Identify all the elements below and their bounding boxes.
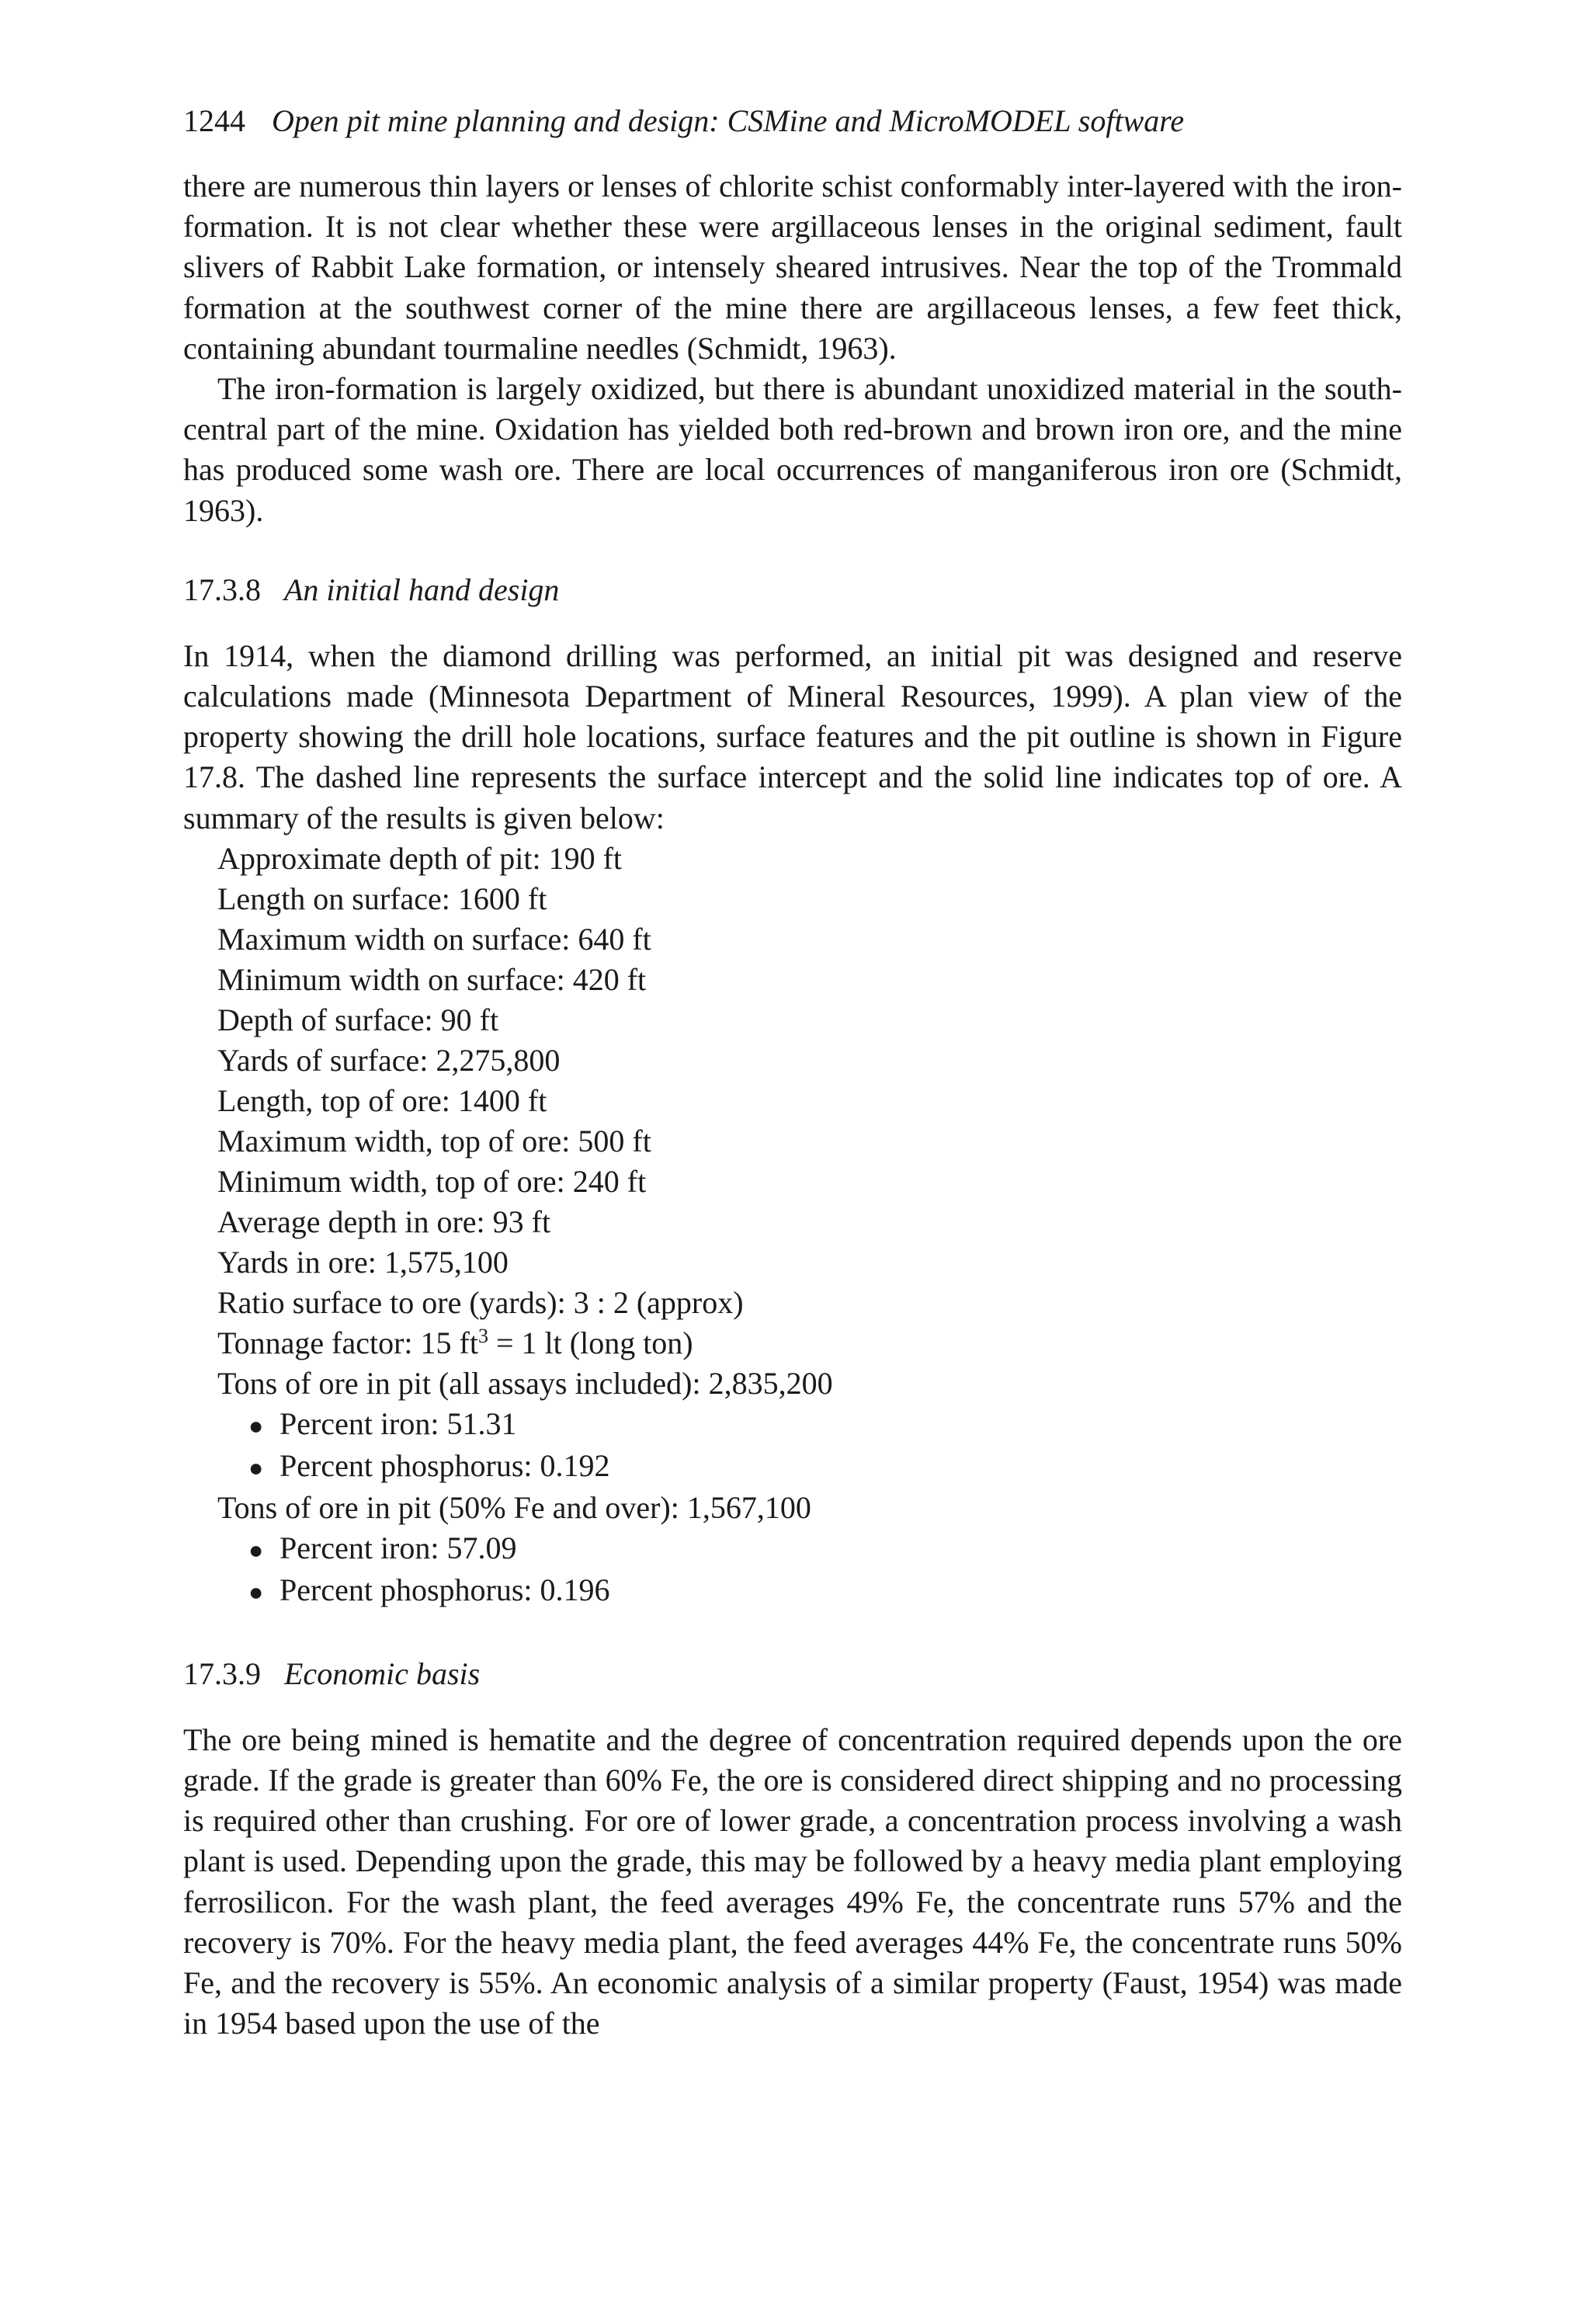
bullet-item — [248, 1446, 1402, 1488]
summary-item: Length on surface: 1600 ft — [217, 881, 547, 916]
summary-item: Average depth in ore: 93 ft — [217, 1204, 551, 1239]
tonnage-suffix: = 1 lt (long ton) — [488, 1325, 693, 1360]
section-heading-17-3-9 — [183, 1654, 1402, 1694]
bullet-icon: ● — [248, 1535, 264, 1564]
summary-item: Depth of surface: 90 ft — [217, 1002, 499, 1037]
tonnage-exponent: 3 — [477, 1324, 488, 1347]
summary-item: Yards in ore: 1,575,100 — [217, 1244, 509, 1280]
results-summary-list — [183, 839, 1402, 1612]
section-title: Economic basis — [284, 1655, 481, 1691]
summary-subitems — [217, 1404, 1402, 1488]
summary-item: Maximum width on surface: 640 ft — [217, 921, 651, 957]
bullet-item — [248, 1404, 1402, 1446]
bullet-text: Percent iron: 51.31 — [279, 1405, 517, 1441]
summary-item: Ratio surface to ore (yards): 3 : 2 (approx) — [217, 1284, 744, 1320]
summary-item-tonnage-factor — [217, 1323, 1402, 1363]
bullet-text: Percent phosphorus: 0.192 — [279, 1447, 610, 1483]
summary-subitems — [217, 1528, 1402, 1612]
body-paragraph: there are numerous thin layers or lenses of chlorite schist conformably inter-layered with the iron-formation. It is not clear whether these were argillaceous lenses in the original sediment, fault slivers of Rabbit Lake formation, or intensely sheared intrusives. Near the top of the Trommald formation at the southwest corner of the mine there are argillaceous lenses, a few feet thick, containing abundant tourmaline needles (Schmidt, 1963). — [183, 168, 1402, 366]
summary-item: Tons of ore in pit (50% Fe and over): 1,567,100 — [217, 1489, 811, 1525]
bullet-text: Percent phosphorus: 0.196 — [279, 1572, 610, 1607]
body-paragraph: The iron-formation is largely oxidized, but there is abundant unoxidized material in the south-central part of the mine. Oxidation has yielded both red-brown and brown iron ore, and the mine has produced some wash ore. There are local occurrences of manganiferous iron ore (Schmidt, 1963). — [183, 371, 1402, 528]
summary-item: Yards of surface: 2,275,800 — [217, 1042, 561, 1078]
running-header — [183, 101, 1402, 141]
book-title: Open pit mine planning and design: CSMine and MicroMODEL software — [272, 103, 1185, 138]
section-title: An initial hand design — [284, 571, 560, 607]
summary-item: Length, top of ore: 1400 ft — [217, 1082, 547, 1118]
bullet-text: Percent iron: 57.09 — [279, 1530, 517, 1565]
section-heading-17-3-8 — [183, 570, 1402, 610]
page-number: 1244 — [183, 103, 245, 138]
tonnage-prefix: Tonnage factor: 15 ft — [217, 1325, 478, 1360]
bullet-list — [217, 1528, 1402, 1612]
summary-item: Minimum width, top of ore: 240 ft — [217, 1163, 647, 1199]
section-number: 17.3.9 — [183, 1655, 261, 1691]
bullet-item — [248, 1528, 1402, 1570]
bullet-list — [217, 1404, 1402, 1488]
bullet-item — [248, 1570, 1402, 1612]
summary-item: Approximate depth of pit: 190 ft — [217, 840, 623, 876]
section-number: 17.3.8 — [183, 571, 261, 607]
bullet-icon: ● — [248, 1453, 264, 1482]
body-paragraph: In 1914, when the diamond drilling was performed, an initial pit was designed and reserve calculations made (Minnesota Department of Mineral Resources, 1999). A plan view of the property showing the drill hole locations, surface features and the pit outline is shown in Figure 17.8. The dashed line represents the surface intercept and the solid line indicates top of ore. A summary of the results is given below: — [183, 637, 1402, 835]
bullet-icon: ● — [248, 1411, 264, 1440]
summary-item: Tons of ore in pit (all assays included): 2,835,200 — [217, 1365, 833, 1401]
body-paragraph: The ore being mined is hematite and the degree of concentration required depends upon the ore grade. If the grade is greater than 60% Fe, the ore is considered direct shipping and no processing is required other than crushing. For ore of lower grade, a concentration process involving a wash plant is used. Depending upon the grade, this may be followed by a heavy media plant employing ferrosilicon. For the wash plant, the feed averages 49% Fe, the concentrate runs 57% and the recovery is 70%. For the heavy media plant, the feed averages 44% Fe, the concentrate runs 50% Fe, and the recovery is 55%. An economic analysis of a similar property (Faust, 1954) was made in 1954 based upon the use of the — [183, 1721, 1402, 2041]
summary-item: Minimum width on surface: 420 ft — [217, 961, 647, 997]
bullet-icon: ● — [248, 1577, 264, 1606]
summary-item: Maximum width, top of ore: 500 ft — [217, 1123, 651, 1159]
page — [183, 101, 1402, 2044]
